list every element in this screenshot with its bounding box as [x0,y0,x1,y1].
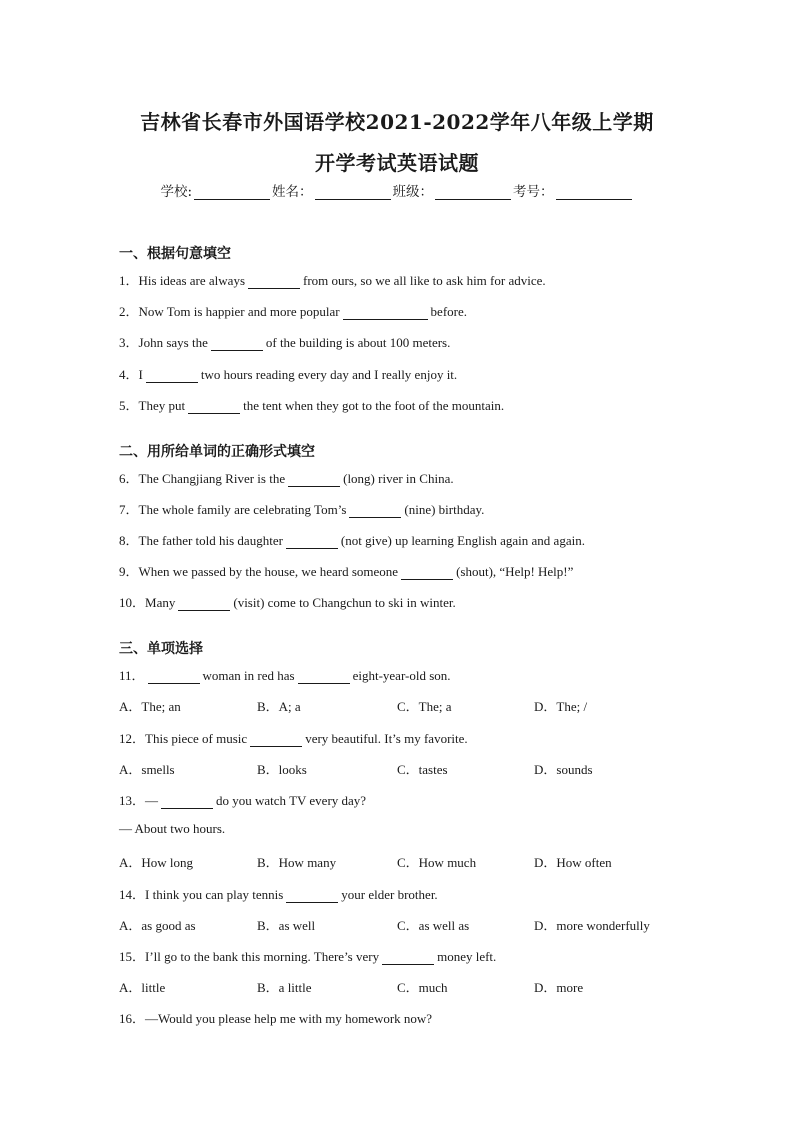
option-c[interactable]: C．tastes [397,762,448,777]
question-12: 12．This piece of music very beautiful. It’s my favorite. [119,731,468,746]
section-heading: 一、根据句意填空 [119,246,231,262]
question-7: 7．The whole family are celebrating Tom’s (nine) birthday. [119,502,485,517]
section-heading: 三、单项选择 [119,641,203,657]
answer-blank[interactable] [188,401,240,414]
option-c[interactable]: C．How much [397,855,477,870]
option-b[interactable]: B．as well [257,918,316,933]
answer-blank[interactable] [146,370,198,383]
class-label: 班级： [392,184,434,200]
answer-blank[interactable] [286,890,338,903]
name-label: 姓名： [272,184,313,200]
name-blank[interactable] [315,185,391,200]
question-6: 6．The Changjiang River is the (long) river in China. [119,471,454,486]
question-5: 5．They put the tent when they got to the foot of the mountain. [119,398,505,413]
option-d[interactable]: D．The; / [534,699,588,714]
option-c[interactable]: C．as well as [397,918,470,933]
question-13: 13．— do you watch TV every day? [119,793,367,808]
question-14: 14．I think you can play tennis your elder brother. [119,887,438,902]
option-a[interactable]: A．little [119,980,166,995]
question-3: 3．John says the of the building is about 100 meters. [119,335,451,350]
student-info-line [0,180,794,200]
school-label: 学校: [160,184,193,200]
answer-blank[interactable] [248,276,300,289]
answer-blank[interactable] [161,796,213,809]
exam-number-label: 考号： [513,184,554,200]
section-heading: 二、用所给单词的正确形式填空 [119,444,315,460]
question-11: 11． woman in red has eight-year-old son. [119,668,451,683]
exam-title-line1: 吉林省长春市外国语学校2021-2022学年八年级上学期 [140,110,654,134]
answer-blank[interactable] [298,671,350,684]
option-a[interactable]: A．How long [119,855,194,870]
option-d[interactable]: D．more wonderfully [534,918,650,933]
question-4: 4．I two hours reading every day and I really enjoy it. [119,367,458,382]
answer-blank[interactable] [349,505,401,518]
school-blank[interactable] [194,185,270,200]
question-1: 1．His ideas are always from ours, so we all like to ask him for advice. [119,273,546,288]
answer-blank[interactable] [288,474,340,487]
question-2: 2．Now Tom is happier and more popular before. [119,304,467,319]
answer-blank[interactable] [343,307,428,320]
option-d[interactable]: D．How often [534,855,612,870]
option-c[interactable]: C．much [397,980,448,995]
answer-blank[interactable] [250,734,302,747]
answer-blank[interactable] [178,598,230,611]
answer-blank[interactable] [286,536,338,549]
question-16: 16．—Would you please help me with my homework now? [119,1011,433,1026]
option-c[interactable]: C．The; a [397,699,452,714]
question-10: 10．Many (visit) come to Changchun to ski in winter. [119,595,456,610]
option-a[interactable]: A．as good as [119,918,196,933]
exam-title-line2: 开学考试英语试题 [315,151,479,175]
question-8: 8．The father told his daughter (not give) up learning English again and again. [119,533,585,548]
option-b[interactable]: B．How many [257,855,337,870]
option-d[interactable]: D．sounds [534,762,593,777]
option-a[interactable]: A．The; an [119,699,181,714]
option-d[interactable]: D．more [534,980,584,995]
question-15: 15．I’ll go to the bank this morning. There’s very money left. [119,949,497,964]
option-b[interactable]: B．A; a [257,699,301,714]
option-a[interactable]: A．smells [119,762,175,777]
class-blank[interactable] [435,185,511,200]
answer-blank[interactable] [148,671,200,684]
option-b[interactable]: B．a little [257,980,312,995]
option-b[interactable]: B．looks [257,762,307,777]
question-13-reply: — About two hours. [119,821,226,836]
answer-blank[interactable] [401,567,453,580]
answer-blank[interactable] [382,952,434,965]
answer-blank[interactable] [211,338,263,351]
question-9: 9．When we passed by the house, we heard someone (shout), “Help! Help!” [119,564,574,579]
exam-number-blank[interactable] [556,185,632,200]
